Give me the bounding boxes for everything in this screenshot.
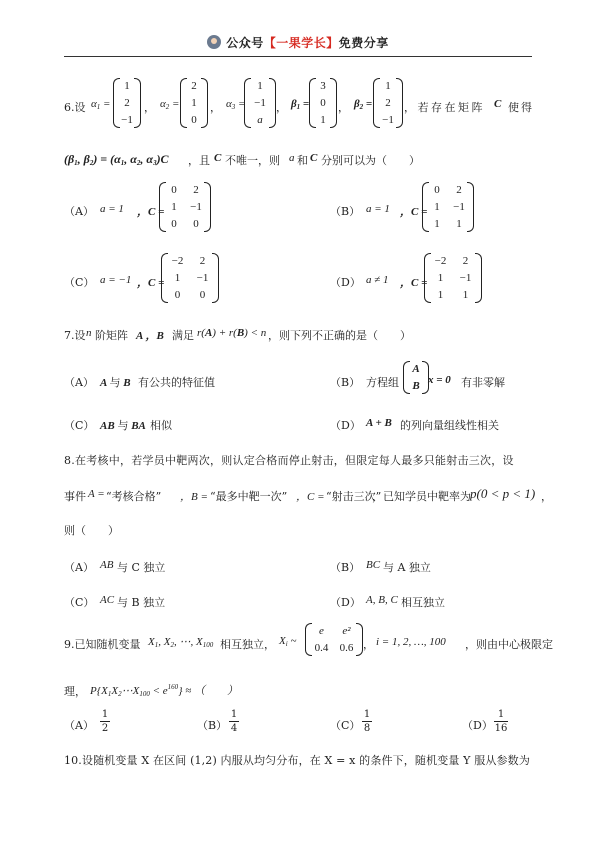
q8-line2-a: 事件: [64, 490, 86, 503]
clt-prob: $P\{X_1X_2\cdots X_{100} < e^{160}\}$ ≈ （ ）: [90, 683, 239, 698]
fraction-bar: [100, 721, 110, 722]
event-C-def: “射击三次”: [326, 490, 382, 503]
alpha3-vector: 1 −1 a: [251, 80, 269, 126]
AB-vars: A ，B: [136, 330, 164, 342]
q6-tail1: ，若存在矩阵: [404, 101, 485, 114]
q8-d-text: 相互独立: [401, 596, 445, 609]
q8-b-var: BC: [366, 559, 381, 571]
event-B: ，B =: [180, 491, 208, 503]
option-label-D: （D）: [462, 719, 493, 732]
q8-b-text: 与 A 独立: [383, 561, 431, 574]
alpha1-vector: 1 2 −1: [121, 80, 133, 126]
q7-prefix: 7.设: [64, 329, 86, 342]
option-cond-A: a = 1: [100, 203, 124, 215]
option-label-D: （D）: [330, 419, 361, 432]
hit-rate-p: p(0 < p < 1): [470, 486, 536, 501]
q6-line2-tail: 不唯一，则: [225, 154, 280, 167]
q7-a-text: 有公共的特征值: [138, 376, 215, 389]
q7-t1: 阶矩阵: [95, 329, 128, 342]
option-label-D: （D）: [330, 596, 361, 609]
option-label-B: （B）: [330, 561, 361, 574]
fraction-num: 1: [101, 709, 109, 720]
q6-prefix: 6.设: [64, 101, 86, 114]
and-text: 和: [297, 154, 308, 167]
q8-a-text: 与 C 独立: [117, 561, 166, 574]
q7-d-vars: A + B: [366, 417, 392, 429]
comma: ，: [363, 638, 374, 651]
var-n: n: [86, 327, 92, 339]
x-eq-0: x = 0: [428, 374, 451, 386]
index-range: i = 1, 2, …, 100: [376, 636, 446, 648]
q7-d-text: 的列向量组线性相关: [400, 419, 499, 432]
page-header: [0, 34, 596, 51]
matrix-C-eq: ，C =: [400, 206, 428, 218]
option-cond-D: a ≠ 1: [366, 274, 389, 286]
matrix-C-eq: ，C =: [137, 206, 165, 218]
fraction-num: 1: [230, 709, 238, 720]
q6-line2-end: 分别可以为（ ）: [321, 154, 420, 167]
option-label-A: （A）: [64, 205, 94, 218]
event-A-def: “考核合格”: [106, 490, 162, 503]
option-label-C: （C）: [64, 596, 95, 609]
q7-b-pre: 方程组: [366, 376, 399, 389]
event-C: ，C =: [296, 491, 325, 503]
alpha2-vector: 2 1 0: [187, 80, 201, 126]
fraction-den: 4: [230, 723, 238, 734]
matrix-C-eq: ，C =: [137, 277, 165, 289]
alpha2-label: $\alpha_2$ =: [160, 98, 180, 111]
q7-c-vars: AB 与 BA: [100, 419, 146, 432]
matrix-C: C: [494, 98, 502, 110]
beta2-label: $\beta_2$ =: [354, 98, 373, 111]
q9-t2: ，则由中心极限定: [465, 638, 553, 651]
q8-line2-b: ，已知学员中靶率为: [372, 490, 471, 503]
q8-line3: 则（ ）: [64, 524, 119, 537]
comma: ，: [541, 490, 552, 503]
comma: ，: [338, 101, 349, 114]
option-label-B: （B）: [197, 719, 228, 732]
fraction-den: 2: [101, 723, 109, 734]
option-matrix-D: −2 2 1 −1 1 1: [431, 255, 475, 301]
option-cond-B: a = 1: [366, 203, 390, 215]
Xi-dist: $X_i$ ~: [279, 635, 297, 648]
alpha3-label: $\alpha_3$ =: [226, 98, 246, 111]
q8-d-var: A, B, C: [366, 594, 398, 606]
q8-c-var: AC: [100, 594, 115, 606]
q7-c-text: 相似: [150, 419, 172, 432]
q10-line1: 10.设随机变量 X 在区间 (1,2) 内服从均匀分布，在 X = x 的条件下，随机变量 Y 服从参数为: [64, 754, 530, 767]
option-label-C: （C）: [64, 276, 95, 289]
header-rule: [64, 56, 532, 57]
var-a: a: [289, 152, 295, 164]
matrix-C: C: [214, 152, 222, 164]
matrix-C-eq: ，C =: [400, 277, 428, 289]
option-matrix-A: 0 2 1 −1 0 0: [166, 184, 204, 230]
option-matrix-B: 0 2 1 −1 1 1: [429, 184, 467, 230]
option-cond-C: a = −1: [100, 274, 132, 286]
header-title: 公众号【一果学长】免费分享: [207, 36, 389, 50]
q7-t3: ，则下列不正确的是（ ）: [268, 329, 411, 342]
option-label-A: （A）: [64, 376, 94, 389]
comma: ，: [210, 101, 221, 114]
option-label-A: （A）: [64, 719, 94, 732]
q7-b-post: 有非零解: [461, 376, 505, 389]
q9-t1: 相互独立，: [220, 638, 275, 651]
beta1-vector: 3 0 1: [316, 80, 330, 126]
fraction-num: 1: [497, 709, 505, 720]
alpha1-label: $\alpha_1$ =: [91, 98, 111, 111]
AB-stack-matrix: A B: [410, 363, 422, 392]
beta1-label: $\beta_1$ =: [291, 98, 310, 111]
q9-line2: 理，: [64, 685, 86, 698]
avatar-icon: [207, 35, 221, 49]
option-matrix-C: −2 2 1 −1 0 0: [168, 255, 212, 301]
option-label-C: （C）: [330, 719, 361, 732]
q7-a-vars: A 与 B: [100, 376, 131, 389]
option-label-C: （C）: [64, 419, 95, 432]
q8-c-text: 与 B 独立: [117, 596, 166, 609]
option-label-B: （B）: [330, 205, 361, 218]
random-vars: $X_1$, $X_2$, ⋯, $X_{100}$: [148, 636, 214, 649]
option-label-A: （A）: [64, 561, 94, 574]
q8-line1: 8.在考核中，若学员中靶两次，则认定合格而停止射击，但限定每人最多只能射击三次，设: [64, 454, 514, 467]
beta-pair: ($\beta_1$, $\beta_2) = (\alpha_1$, $\alpha_2$, $\alpha_3)C$: [64, 152, 169, 167]
event-B-def: “最多中靶一次”: [210, 490, 288, 503]
q9-prefix: 9.已知随机变量: [64, 638, 141, 651]
option-label-D: （D）: [330, 276, 361, 289]
q6-line2-mid: ，且: [188, 154, 210, 167]
distribution-matrix: e e² 0.4 0.6: [312, 625, 356, 654]
fraction-den: 8: [363, 723, 371, 734]
q8-a-var: AB: [100, 559, 114, 571]
fraction-den: 16: [494, 723, 508, 734]
event-A: A =: [88, 488, 105, 500]
q7-t2: 满足: [172, 329, 194, 342]
q6-tail2: 使得: [508, 101, 534, 114]
fraction-bar: [229, 721, 239, 722]
fraction-num: 1: [363, 709, 371, 720]
matrix-C: C: [310, 152, 318, 164]
comma: ，: [276, 101, 287, 114]
rank-condition: r(A) + r(B) < n: [197, 327, 267, 339]
fraction-bar: [494, 721, 508, 722]
fraction-bar: [362, 721, 372, 722]
option-label-B: （B）: [330, 376, 361, 389]
beta2-vector: 1 2 −1: [380, 80, 396, 126]
comma: ，: [144, 101, 155, 114]
